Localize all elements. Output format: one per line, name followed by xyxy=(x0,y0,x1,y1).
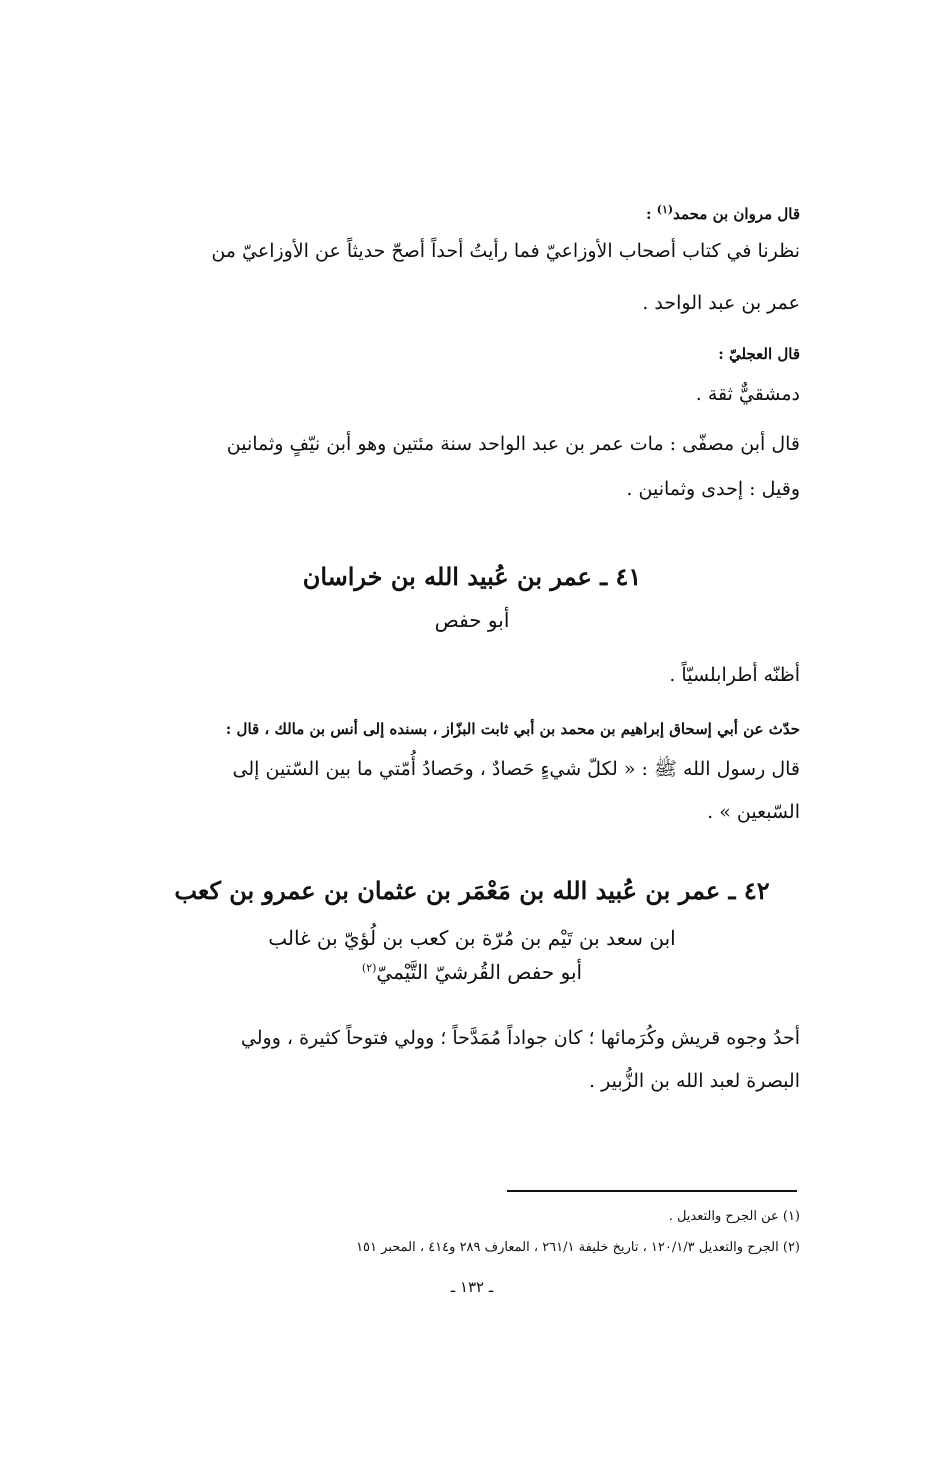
marwan-lead-suffix: : xyxy=(645,205,657,223)
entry42-text-line1: أحدُ وجوه قريش وكُرَمائها ؛ كان جواداً مُمَدَّحاً ؛ وولي فتوحاً كثيرة ، وولي xyxy=(240,1027,800,1049)
marwan-lead-text: قال مروان بن محمد xyxy=(673,205,800,223)
marwan-text-line1: نظرنا في كتاب أصحاب الأوزاعيّ فما رأيتُ أحداً أصحّ حديثاً عن الأوزاعيّ من xyxy=(211,240,800,262)
entry42-text-line2: البصرة لعبد الله بن الزُّبير . xyxy=(589,1070,800,1092)
musaffa-text-line1: قال أبن مصفّى : مات عمر بن عبد الواحد سنة مئتين وهو أبن نيّفٍ وثمانين xyxy=(226,433,800,455)
footnote-ref-1: (١) xyxy=(656,203,674,216)
marwan-text-line2: عمر بن عبد الواحد . xyxy=(642,292,800,314)
entry42-lineage: ابن سعد بن تَيْم بن مُرّة بن كعب بن لُؤيّ بن غالب xyxy=(268,926,676,950)
entry41-kunya: أبو حفص xyxy=(434,608,510,632)
entry41-heading: ٤١ ـ عمر بن عُبيد الله بن خراسان xyxy=(302,562,642,591)
footnote-1: (١) عن الجرح والتعديل . xyxy=(668,1209,800,1224)
ijli-lead: قال العجليّ : xyxy=(718,345,800,363)
ijli-text: دمشقيٌّ ثقة . xyxy=(695,383,800,405)
entry42-heading: ٤٢ ـ عمر بن عُبيد الله بن مَعْمَر بن عثمان بن عمرو بن كعب xyxy=(174,876,770,905)
entry41-isnad: حدّث عن أبي إسحاق إبراهيم بن محمد بن أبي ثابت البزّاز ، بسنده إلى أنس بن مالك ، قال : xyxy=(225,720,800,738)
footnote-ref-2: (٢) xyxy=(361,961,377,975)
marwan-lead xyxy=(110,203,800,223)
page-number: ـ ١٣٢ ـ xyxy=(450,1278,494,1296)
entry41-hadith-line1: قال رسول الله ﷺ : « لكلّ شيءٍ حَصادٌ ، وحَصادُ أُمّتي ما بين السّتين إلى xyxy=(232,758,800,780)
entry42-kunya-line xyxy=(0,960,944,984)
footnote-2: (٢) الجرح والتعديل ١٢٠/١/٣ ، تاريخ خليفة ٢٦١/١ ، المعارف ٢٨٩ و٤١٤ ، المحبر ١٥١ xyxy=(356,1240,800,1255)
entry41-hadith-line2: السّبعين » . xyxy=(707,801,800,823)
musaffa-text-line2: وقيل : إحدى وثمانين . xyxy=(626,478,800,500)
entry42-kunya: أبو حفص القُرشيّ التَّيْميّ xyxy=(376,960,583,984)
footnote-separator xyxy=(507,1190,797,1192)
entry41-text: أظنّه أطرابلسيّاً . xyxy=(669,664,800,686)
